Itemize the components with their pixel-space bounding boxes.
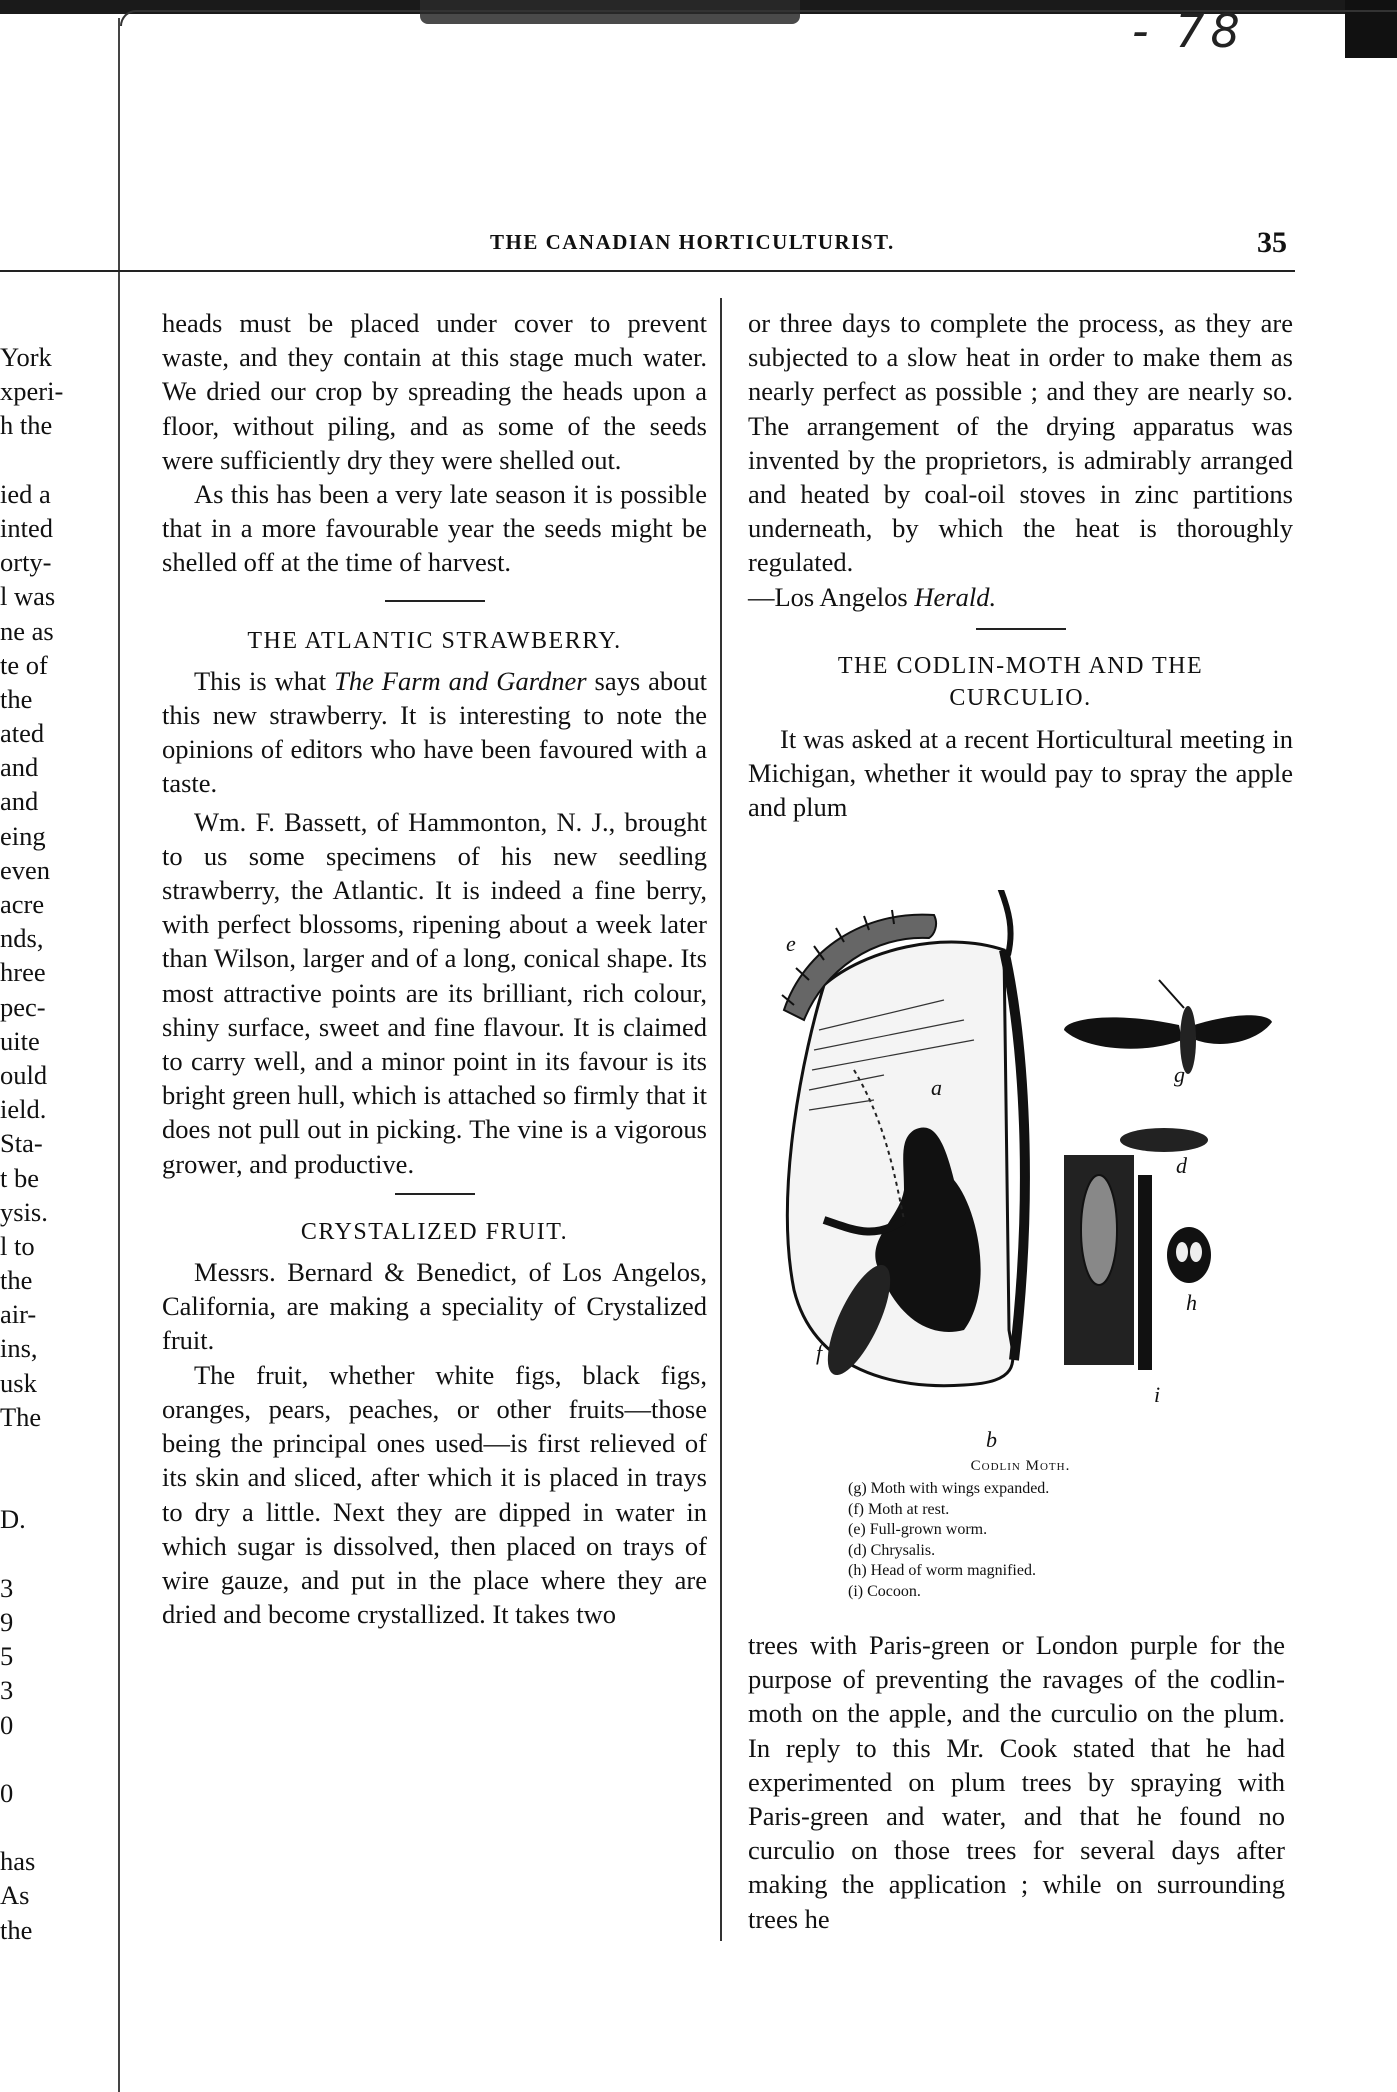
- paragraph: heads must be placed under cover to prevent waste, and they contain at this stage much water. We dried our crop by spreading the heads upon a floor, without piling, and as some of the seeds were sufficiently dry they were shelled out.: [162, 308, 707, 475]
- section-rule: [395, 1193, 475, 1195]
- fragment-line: ins,: [0, 1333, 38, 1364]
- fragment-line: the: [0, 1914, 33, 1945]
- legend-item: (d) Chrysalis.: [848, 1541, 936, 1559]
- page-number: 35: [1257, 226, 1287, 259]
- fragment-line: ysis.: [0, 1196, 48, 1227]
- column-one: [162, 306, 707, 1631]
- legend-item: (e) Full-grown worm.: [848, 1521, 988, 1538]
- fragment-line: [0, 1434, 60, 1468]
- paragraph: trees with Paris-green or London purple for the purpose of preventing the ravages of the codlin-moth on the apple, and the curculio on the plum. In reply to this Mr. Cook stated that he had experimented on plum trees by spraying with Paris-green and water, and that he found no curculio on those trees for several days after making the application ; while on surrounding trees he: [748, 1630, 1285, 1934]
- codlin-moth-engraving: [764, 890, 1284, 1464]
- fragment-line: D.: [0, 1504, 26, 1535]
- label-i: i: [1154, 1382, 1161, 1407]
- legend-item: (g) Moth with wings expanded.: [848, 1480, 1050, 1497]
- fragment-line: air-: [0, 1299, 37, 1330]
- fragment-line: the: [0, 683, 33, 714]
- fragment-line: 9: [0, 1606, 14, 1637]
- fragment-line: The: [0, 1401, 42, 1432]
- fragment-line: has: [0, 1846, 36, 1877]
- fragment-line: usk: [0, 1367, 37, 1398]
- fragment-line: acre: [0, 889, 45, 919]
- fragment-line: t be: [0, 1162, 39, 1193]
- legend-item: (f) Moth at rest.: [848, 1500, 950, 1518]
- label-g: g: [1174, 1062, 1185, 1087]
- fragment-line: ield.: [0, 1094, 47, 1125]
- previous-page-fragments: [0, 340, 64, 1947]
- section-rule: [976, 628, 1066, 630]
- column-two-continued: [748, 1628, 1285, 1936]
- fragment-line: [0, 1468, 60, 1502]
- fragment-line: As: [0, 1880, 30, 1911]
- fragment-line: 0: [0, 1777, 14, 1808]
- fragment-line: l was: [0, 581, 56, 612]
- fragment-line: [0, 1742, 60, 1776]
- fragment-line: 3: [0, 1675, 14, 1706]
- fragment-line: 5: [0, 1641, 14, 1672]
- label-d: d: [1176, 1153, 1187, 1178]
- fragment-line: 3: [0, 1572, 14, 1603]
- fragment-line: pec-: [0, 991, 46, 1022]
- fragment-line: the: [0, 1265, 33, 1296]
- fragment-line: and: [0, 786, 39, 817]
- paragraph: Messrs. Bernard & Benedict, of Los Angelos, California, are making a speciality of Crystalized fruit.: [162, 1257, 707, 1356]
- attribution: —Los Angelos Herald.: [748, 581, 997, 612]
- label-h: h: [1186, 1290, 1197, 1315]
- fragment-line: h the: [0, 410, 53, 441]
- fragment-line: inted: [0, 512, 53, 543]
- fragment-line: even: [0, 854, 51, 885]
- section-heading-crystalized-fruit: CRYSTALIZED FRUIT.: [300, 1218, 569, 1245]
- fragment-line: ied a: [0, 478, 51, 509]
- column-divider: [720, 298, 722, 1941]
- figure-caption: [748, 1458, 1293, 1602]
- fragment-line: [0, 443, 60, 477]
- label-f: f: [816, 1340, 823, 1365]
- figure-legend: [848, 1479, 1293, 1602]
- moth-wings-expanded-g: [1064, 980, 1272, 1074]
- fragment-line: and: [0, 752, 39, 783]
- page-fold-line: [118, 18, 120, 2092]
- paragraph: The fruit, whether white figs, black figs, oranges, pears, peaches, or other fruits—those being the principal ones used—is first relieved of its skin and sliced, after which it is placed in trays to dry a little. Next they are dipped in water in which sugar is dissolved, then placed on trays of wire gauze, and put in the place where they are dried and become crystallized. It takes two: [162, 1359, 707, 1630]
- fragment-line: l to: [0, 1230, 35, 1261]
- fragment-line: York: [0, 342, 52, 372]
- fragment-line: ated: [0, 718, 45, 749]
- fragment-line: Sta-: [0, 1128, 43, 1159]
- section-rule: [385, 600, 485, 602]
- running-header: THE CANADIAN HORTICULTURIST.: [490, 230, 895, 254]
- paragraph: Wm. F. Bassett, of Hammonton, N. J., brought to us some specimens of his new seedling strawberry, the Atlantic. It is indeed a fine berry, with perfect blossoms, ripening about a week later than Wilson, larger and of a long, conical shape. Its most attractive points are its brilliant, rich colour, shiny surface, sweet and fine flavour. It is claimed to carry well, and a minor point in its favour is its bright green hull, which is attached so firmly that it does not pull out in picking. The vine is a vigorous grower, and productive.: [162, 806, 707, 1179]
- legend-item: (h) Head of worm magnified.: [848, 1562, 1036, 1579]
- fragment-line: eing: [0, 820, 46, 851]
- fragment-line: ould: [0, 1059, 48, 1090]
- caption-title: Codlin Moth.: [970, 1458, 1071, 1474]
- fragment-line: nds,: [0, 923, 44, 954]
- fragment-line: uite: [0, 1025, 40, 1056]
- paragraph: This is what The Farm and Gardner says about this new strawberry. It is interesting to note the opinions of editors who have been favoured with a taste.: [162, 665, 707, 799]
- label-b: b: [986, 1427, 997, 1452]
- fragment-line: hree: [0, 957, 46, 988]
- paragraph: or three days to complete the process, as they are subjected to a slow heat in order to make them as nearly perfect as possible ; and they are nearly so. The arrangement of the drying apparatus was invented by the proprietors, is admirably arranged and heated by coal-oil stoves in zinc partitions underneath, by which the heat is thoroughly regulated.: [748, 308, 1293, 578]
- worm-head-h: [1167, 1227, 1211, 1283]
- fragment-line: [0, 1810, 60, 1844]
- chrysalis-d: [1120, 1128, 1208, 1152]
- fragment-line: [0, 1537, 60, 1571]
- section-heading-strawberry: THE ATLANTIC STRAWBERRY.: [247, 627, 622, 654]
- label-e: e: [786, 931, 796, 956]
- handwritten-page-number: - 78: [1132, 4, 1246, 58]
- paragraph: It was asked at a recent Horticultural meeting in Michigan, whether it would pay to spray the apple and plum: [748, 723, 1293, 823]
- label-a: a: [931, 1075, 942, 1100]
- column-two: [748, 306, 1293, 824]
- header-rule: [0, 270, 1295, 272]
- fragment-line: te of: [0, 649, 48, 680]
- paragraph: As this has been a very late season it is possible that in a more favourable year the seeds might be shelled off at the time of harvest.: [162, 479, 707, 578]
- section-heading-codlin-moth: THE CODLIN-MOTH AND THE CURCULIO.: [837, 652, 1204, 711]
- apple-section: [787, 942, 1012, 1386]
- fragment-line: orty-: [0, 547, 52, 578]
- fragment-line: 0: [0, 1709, 14, 1740]
- corner-black-block: [1345, 0, 1397, 58]
- fragment-line: ne as: [0, 615, 54, 646]
- legend-item: (i) Cocoon.: [848, 1582, 921, 1600]
- fragment-line: xperi-: [0, 376, 64, 407]
